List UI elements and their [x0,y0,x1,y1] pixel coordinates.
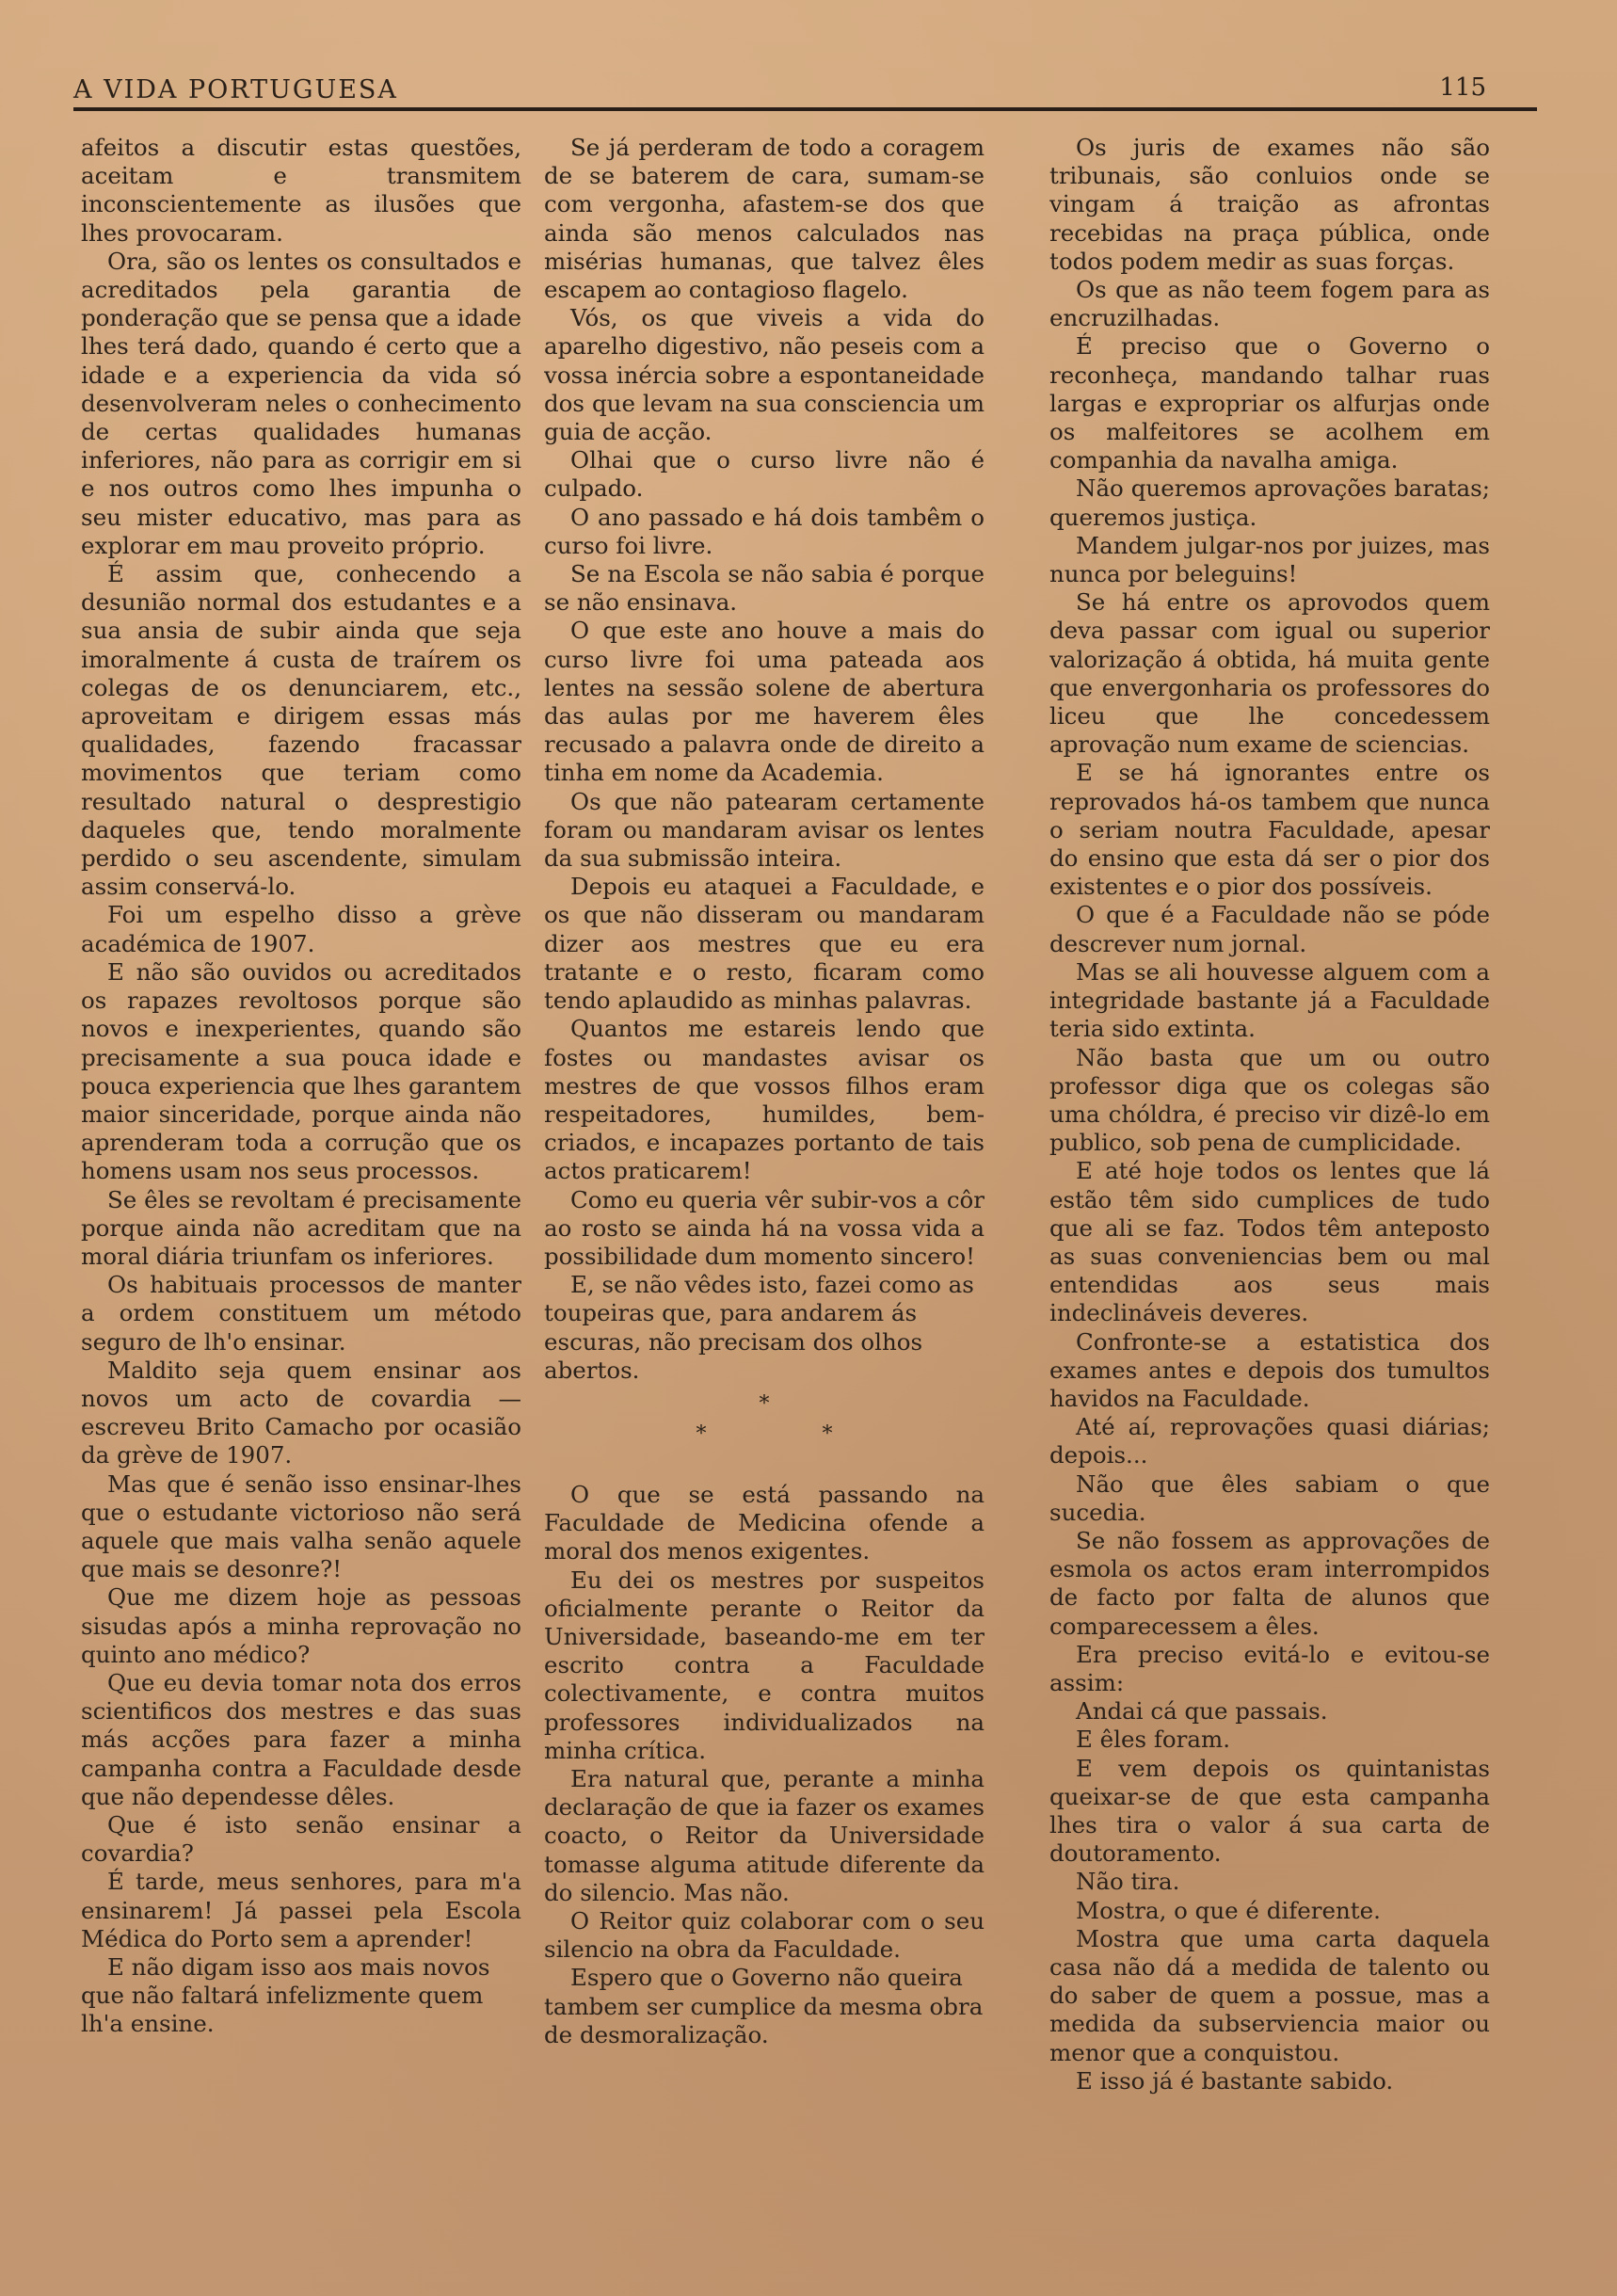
paragraph: É assim que, conhecendo a desunião normal dos estudantes e a sua ansia de subir ainda que seja imoralmente á custa de traírem os colegas de os denunciarem, etc., aproveitam e dirigem essas más qualidades, fazendo fracassar movimentos que teriam como resultado natural o desprestigio daqueles que, tendo moralmente perdido o seu ascendente, simulam assim conservá-lo. [81,560,521,901]
paragraph: Confronte-se a estatistica dos exames antes e depois dos tumultos havidos na Faculdade. [1049,1327,1490,1412]
paragraph: Até aí, reprovações quasi diárias; depois... [1049,1413,1490,1469]
page-header [73,73,1537,111]
paragraph: O ano passado e há dois tambêm o curso foi livre. [544,503,985,559]
section-break [544,1385,985,1481]
paragraph: Não queremos aprovações baratas; queremos justiça. [1049,474,1490,531]
paragraph: O que este ano houve a mais do curso livre foi uma pateada aos lentes na sessão solene de abertura das aulas por me haverem êles recusado a palavra onde de direito a tinha em nome da Academia. [544,617,985,787]
paragraph: E êles foram. [1076,1726,1231,1754]
text-column-2 [544,134,985,2167]
paragraph: Que é isto senão ensinar a covardia? [81,1810,521,1868]
page-number: 115 [1439,73,1486,102]
paragraph: E não digam isso aos mais novos que não faltará infelizmente quem lh'a ensine. [81,1953,490,2038]
paragraph: afeitos a discutir estas questões, aceitam e transmitem inconscientemente as ilusões que lhes provocaram. [81,134,521,247]
paragraph: Eu dei os mestres por suspeitos oficialmente perante o Reitor da Universidade, baseando-me em ter escrito contra a Faculdade colectivamente, e contra muitos professores individualizados na minha crítica. [544,1565,985,1764]
text-column-3 [1049,134,1490,2167]
paragraph: Mostra que uma carta daquela casa não dá a medida de talento ou do saber de quem a possue, mas a medida da subserviencia maior ou menor que a conquistou. [1049,1924,1490,2066]
paragraph: E não são ouvidos ou acreditados os rapazes revoltosos porque são novos e inexperientes, quando são precisamente a sua pouca idade e pouca experiencia que lhes garantem maior sinceridade, porque ainda não aprenderam toda a corrução que os homens usam nos seus processos. [81,957,521,1185]
asterism-top: * [759,1391,770,1416]
paragraph: E isso já é bastante sabido. [1076,2066,1394,2095]
paragraph: Vós, os que viveis a vida do aparelho digestivo, não peseis com a vossa inércia sobre a espontaneidade dos que levam na sua consciencia um guia de acção. [544,304,985,446]
asterism-bottom: * * [696,1421,888,1446]
running-title: A VIDA PORTUGUESA [73,75,398,104]
paragraph: Os que as não teem fogem para as encruzilhadas. [1049,276,1490,332]
paragraph: Mas que é senão isso ensinar-lhes que o estudante victorioso não será aquele que mais valha senão aquele que mais se desonre?! [81,1469,521,1583]
header-rule [73,107,1537,111]
paragraph: Espero que o Governo não queira tambem ser cumplice da mesma obra de desmoralização. [544,1964,984,2048]
paragraph: Não tira. [1076,1868,1180,1896]
paragraph: O que se está passando na Faculdade de Medicina ofende a moral dos menos exigentes. [544,1480,985,1565]
text-column-1 [81,134,521,2167]
paragraph: Mas se ali houvesse alguem com a integridade bastante já a Faculdade teria sido extinta. [1049,957,1490,1043]
paragraph: E se há ignorantes entre os reprovados há-os tambem que nunca o seriam noutra Faculdade, apesar do ensino que esta dá ser o pior dos existentes e o pior dos possíveis. [1049,759,1490,901]
paragraph: Se já perderam de todo a coragem de se baterem de cara, sumam-se com vergonha, afastem-se dos que ainda são menos calculados nas misérias humanas, que talvez êles escapem ao contagioso flagelo. [544,134,985,304]
paragraph: Depois eu ataquei a Faculdade, e os que não disseram ou mandaram dizer aos mestres que eu era tratante e o resto, ficaram como tendo aplaudido as minhas palavras. [544,873,985,1015]
paragraph: Os que não patearam certamente foram ou mandaram avisar os lentes da sua submissão inteira. [544,787,985,873]
paragraph: Maldito seja quem ensinar aos novos um acto de covardia — escreveu Brito Camacho por ocasião da grève de 1907. [81,1356,521,1469]
paragraph: Os juris de exames não são tribunais, são conluios onde se vingam á traição as afrontas recebidas na praça pública, onde todos podem medir as suas forças. [1049,134,1490,275]
paragraph: E até hoje todos os lentes que lá estão têm sido cumplices de tudo que ali se faz. Todos têm anteposto as suas conveniencias bem ou mal entendidas aos seus mais indeclináveis deveres. [1049,1157,1490,1327]
paragraph: Não basta que um ou outro professor diga que os colegas são uma chóldra, é preciso vir dizê-lo em publico, sob pena de cumplicidade. [1049,1043,1490,1157]
paragraph: Se há entre os aprovodos quem deva passar com igual ou superior valorização á obtida, há muita gente que envergonharia os professores do liceu que lhe concedessem aprovação num exame de sciencias. [1049,588,1490,759]
paragraph: Se não fossem as approvações de esmola os actos eram interrompidos de facto por falta de alunos que comparecessem a êles. [1049,1526,1490,1640]
paragraph: E vem depois os quintanistas queixar-se de que esta campanha lhes tira o valor á sua carta de doutoramento. [1049,1754,1490,1868]
paragraph: Se êles se revoltam é precisamente porque ainda não acreditam que na moral diária triunfam os inferiores. [81,1185,521,1270]
paragraph: Os habituais processos de manter a ordem constituem um método seguro de lh'o ensinar. [81,1271,521,1356]
paragraph: O Reitor quiz colaborar com o seu silencio na obra da Faculdade. [544,1906,985,1964]
paragraph: Quantos me estareis lendo que fostes ou mandastes avisar os mestres de que vossos filhos eram respeitadores, humildes, bem-criados, e incapazes portanto de tais actos praticarem! [544,1015,985,1185]
paragraph: Mandem julgar-nos por juizes, mas nunca por beleguins! [1049,531,1490,588]
paragraph: E, se não vêdes isto, fazei como as toupeiras que, para andarem ás escuras, não precisam dos olhos abertos. [544,1271,974,1384]
paragraph: Mostra, o que é diferente. [1076,1896,1381,1924]
paragraph: Andai cá que passais. [1076,1697,1328,1726]
paragraph: Ora, são os lentes os consultados e acreditados pela garantia de ponderação que se pensa que a idade lhes terá dado, quando é certo que a idade e a experiencia da vida só desenvolveram neles o conhecimento de certas qualidades humanas inferiores, não para as corrigir em si e nos outros como lhes impunha o seu mister educativo, mas para as explorar em mau proveito próprio. [81,247,521,559]
paragraph: Era natural que, perante a minha declaração de que ia fazer os exames coacto, o Reitor da Universidade tomasse alguma atitude diferente da do silencio. Mas não. [544,1764,985,1906]
paragraph: É tarde, meus senhores, para m'a ensinarem! Já passei pela Escola Médica do Porto sem a aprender! [81,1868,521,1952]
paragraph: Não que êles sabiam o que sucedia. [1049,1469,1490,1526]
paragraph: Olhai que o curso livre não é culpado. [544,446,985,503]
paragraph: Foi um espelho disso a grève académica de 1907. [81,901,521,957]
paragraph: Era preciso evitá-lo e evitou-se assim: [1049,1640,1490,1696]
paragraph: Como eu queria vêr subir-vos a côr ao rosto se ainda há na vossa vida a possibilidade dum momento sincero! [544,1185,985,1270]
paragraph: Que me dizem hoje as pessoas sisudas após a minha reprovação no quinto ano médico? [81,1583,521,1668]
paragraph: Que eu devia tomar nota dos erros scientificos dos mestres e das suas más acções para fazer a minha campanha contra a Faculdade desde que não dependesse dêles. [81,1668,521,1810]
paragraph: É preciso que o Governo o reconheça, mandando talhar ruas largas e expropriar os alfurjas onde os malfeitores se acolhem em companhia da navalha amiga. [1049,332,1490,474]
paragraph: Se na Escola se não sabia é porque se não ensinava. [544,560,985,617]
paragraph: O que é a Faculdade não se póde descrever num jornal. [1049,901,1490,957]
